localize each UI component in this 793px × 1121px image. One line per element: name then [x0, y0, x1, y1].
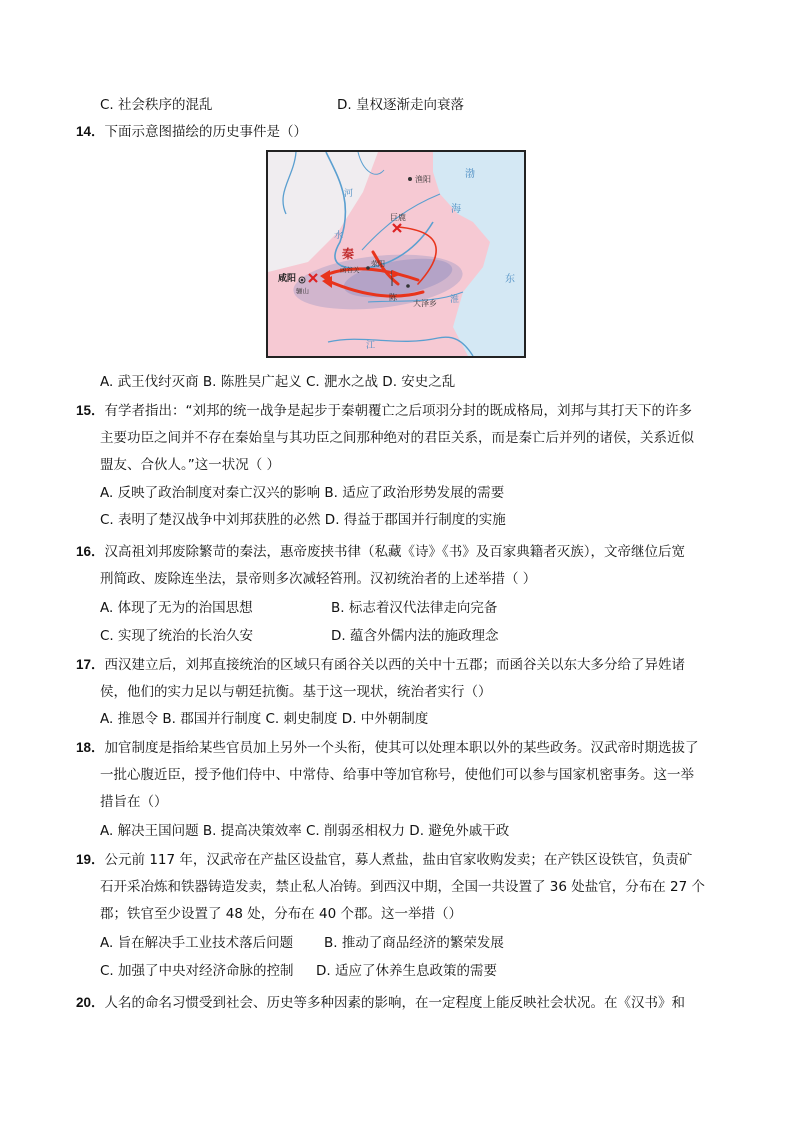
question-stem-line-3: 措旨在（）: [100, 794, 168, 810]
question-18: [76, 739, 699, 757]
label-qin: 秦: [342, 247, 355, 261]
question-19: [76, 851, 692, 869]
question-stem-line-1: 加官制度是指给某些官员加上另外一个头衔，使其可以处理本职以外的某些政务。汉武帝时期选拔了: [104, 740, 699, 756]
question-20: [76, 994, 685, 1012]
question-stem: 下面示意图描绘的历史事件是（）: [104, 124, 308, 140]
q19-option-d: D. 适应了休养生息政策的需要: [316, 963, 497, 979]
question-stem-line-3: 盟友、合伙人。”这一状况（ ）: [100, 457, 281, 473]
map-graphic: [268, 152, 524, 356]
label-jiang: 江: [366, 341, 376, 351]
label-chen: 陈: [389, 293, 397, 302]
q16-option-d: D. 蕴含外儒内法的施政理念: [331, 628, 499, 644]
label-hai: 海: [451, 204, 461, 215]
question-stem-line-2: 石开采冶炼和铁器铸造发卖，禁止私人冶铸。到西汉中期，全国一共设置了 36 处盐官，分布在 27 个: [100, 879, 706, 895]
question-number: 18．: [76, 740, 105, 755]
question-15: [76, 402, 692, 420]
label-shui: 水: [334, 231, 344, 241]
label-yuyang: 渔阳: [415, 175, 431, 184]
question-14: [76, 123, 307, 141]
question-16: [76, 543, 685, 561]
question-stem-line-1: 人名的命名习惯受到社会、历史等多种因素的影响，在一定程度上能反映社会状况。在《汉书》和: [104, 995, 686, 1011]
question-stem-line-1: 西汉建立后，刘邦直接统治的区域只有函谷关以西的关中十五郡；而函谷关以东大多分给了异姓诸: [104, 657, 686, 673]
label-he: 河: [344, 189, 354, 199]
q13-option-d: D. 皇权逐渐走向衰落: [337, 97, 464, 113]
question-stem-line-3: 郡；铁官至少设置了 48 处，分布在 40 个郡。这一举措（）: [100, 906, 463, 922]
question-stem-line-1: 汉高祖刘邦废除繁苛的秦法，惠帝废挟书律（私藏《诗》《书》及百家典籍者灭族），文帝继位后宽: [104, 544, 686, 560]
label-hangu: 函谷关: [340, 266, 360, 274]
q15-options-cd: C. 表明了楚汉战争中刘邦获胜的必然 D. 得益于郡国并行制度的实施: [100, 512, 506, 528]
question-number: 20．: [76, 995, 105, 1010]
label-huai: 淮: [450, 295, 460, 305]
label-dazexiang: 大泽乡: [413, 299, 437, 308]
q17-options: A. 推恩令 B. 郡国并行制度 C. 刺史制度 D. 中外朝制度: [100, 711, 429, 727]
city-dot: [408, 177, 412, 181]
question-number: 17．: [76, 657, 105, 672]
question-stem-line-2: 刑简政、废除连坐法，景帝则多次减轻笞刑。汉初统治者的上述举措（ ）: [100, 571, 537, 587]
q19-option-a: A. 旨在解决手工业技术落后问题: [100, 935, 294, 951]
q18-options: A. 解决王国问题 B. 提高决策效率 C. 削弱丞相权力 D. 避免外戚干政: [100, 823, 510, 839]
question-stem-line-2: 主要功臣之间并不存在秦始皇与其功臣之间那种绝对的君臣关系，而是秦亡后并列的诸侯，关系近似: [100, 430, 694, 446]
q19-option-b: B. 推动了商品经济的繁荣发展: [324, 935, 504, 951]
q16-option-a: A. 体现了无为的治国思想: [100, 600, 253, 616]
question-number: 14．: [76, 124, 105, 139]
question-stem-line-2: 侯，他们的实力足以与朝廷抗衡。基于这一现状，统治者实行（）: [100, 684, 492, 700]
question-number: 15．: [76, 403, 105, 418]
city-dot: [366, 266, 370, 270]
q14-options: A. 武王伐纣灭商 B. 陈胜吴广起义 C. 淝水之战 D. 安史之乱: [100, 374, 456, 390]
label-julu: 巨鹿: [390, 213, 406, 222]
question-17: [76, 656, 685, 674]
question-stem-line-2: 一批心腹近臣，授予他们侍中、中常侍、给事中等加官称号，使他们可以参与国家机密事务。这一举: [100, 767, 694, 783]
question-number: 16．: [76, 544, 105, 559]
label-xianyang: 咸阳: [278, 274, 297, 284]
capital-dot: [301, 279, 304, 282]
q16-option-b: B. 标志着汉代法律走向完备: [331, 600, 498, 616]
q19-option-c: C. 加强了中央对经济命脉的控制: [100, 963, 294, 979]
question-stem-line-1: 公元前 117 年，汉武帝在产盐区设盐官，募人煮盐，盐由官家收购发卖；在产铁区设铁官，负责矿: [104, 852, 693, 868]
label-lishan: 骊山: [296, 287, 309, 295]
historical-map: [266, 150, 526, 358]
city-dot: [406, 284, 410, 288]
q15-options-ab: A. 反映了政治制度对秦亡汉兴的影响 B. 适应了政治形势发展的需要: [100, 485, 505, 501]
q16-option-c: C. 实现了统治的长治久安: [100, 628, 254, 644]
label-xingyang: 荥阳: [371, 260, 385, 268]
label-bo: 渤: [465, 169, 475, 180]
question-stem-line-1: 有学者指出：“刘邦的统一战争是起步于秦朝覆亡之后项羽分封的既成格局，刘邦与其打天下的许多: [104, 403, 693, 419]
question-number: 19．: [76, 852, 105, 867]
q13-option-c: C. 社会秩序的混乱: [100, 97, 213, 113]
label-dong: 东: [505, 274, 515, 285]
